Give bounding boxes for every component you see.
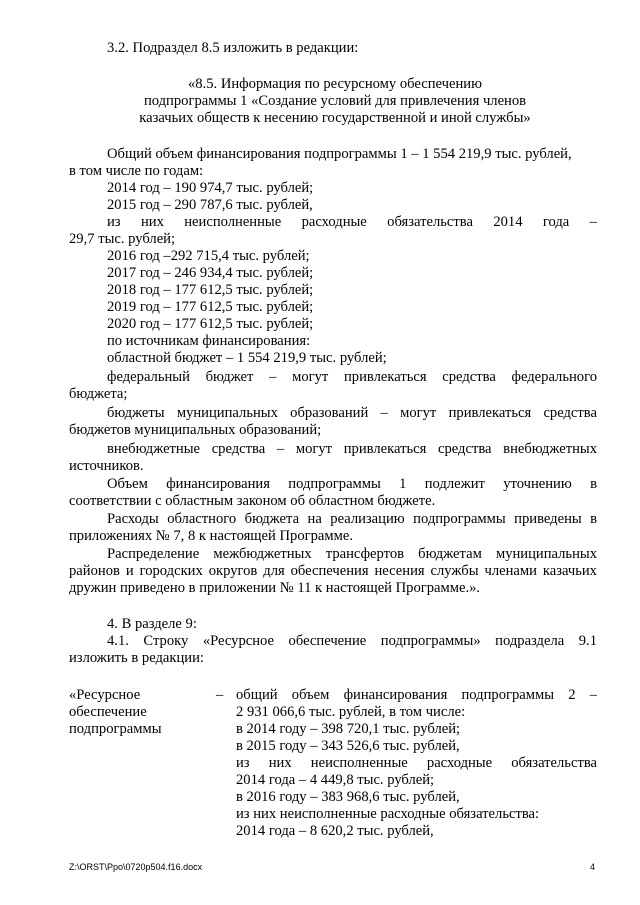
distribution-cont: дружин приведено в приложении № 11 к настоящей Программе.».: [69, 580, 481, 596]
expenses-line: Расходы областного бюджета на реализацию подпрограммы приведены в: [107, 511, 597, 527]
section-4: 4. В разделе 9:: [107, 616, 197, 632]
section-3-2: 3.2. Подраздел 8.5 изложить в редакции:: [107, 40, 359, 56]
unfulfilled-line: из них неисполненные расходные обязательства 2014 года –: [107, 214, 597, 230]
year-2015: 2015 год – 290 787,6 тыс. рублей,: [107, 197, 313, 213]
federal-cont: бюджета;: [69, 386, 128, 402]
table-left-line-3: подпрограммы: [69, 721, 162, 737]
table-right-line-7: в 2016 году – 383 968,6 тыс. рублей,: [236, 789, 460, 805]
table-left-line-1: «Ресурсное: [69, 687, 141, 703]
table-left-line-2: обеспечение: [69, 704, 147, 720]
extrabudget-line: внебюджетные средства – могут привлекаться средства внебюджетных: [107, 441, 597, 457]
distribution-line-1: Распределение межбюджетных трансфертов бюджетам муниципальных: [107, 546, 597, 562]
table-right-line-1: общий объем финансирования подпрограммы 2 –: [236, 687, 597, 703]
distribution-line-2: районов и городских округов для обеспечения несения службы членами казачьих: [69, 563, 597, 579]
year-2016: 2016 год –292 715,4 тыс. рублей;: [107, 248, 310, 264]
section-4-1-line: 4.1. Строку «Ресурсное обеспечение подпрограммы» подраздела 9.1: [107, 633, 597, 649]
table-right-line-3: в 2014 году – 398 720,1 тыс. рублей;: [236, 721, 461, 737]
regional-budget: областной бюджет – 1 554 219,9 тыс. рублей;: [107, 350, 387, 366]
volume-cont: соответствии с областным законом об областном бюджете.: [69, 493, 436, 509]
heading-line-3: казачьих обществ к несению государственной и иной службы»: [139, 110, 531, 126]
volume-line: Объем финансирования подпрограммы 1 подлежит уточнению в: [107, 476, 597, 492]
page-number: 4: [590, 862, 596, 872]
table-right-line-5: из них неисполненные расходные обязательства: [236, 755, 597, 771]
heading-line-2: подпрограммы 1 «Создание условий для привлечения членов: [143, 93, 527, 109]
table-right-line-6: 2014 года – 4 449,8 тыс. рублей;: [236, 772, 435, 788]
table-right-line-4: в 2015 году – 343 526,6 тыс. рублей,: [236, 738, 460, 754]
table-right-line-2: 2 931 066,6 тыс. рублей, в том числе:: [236, 704, 466, 720]
year-2018: 2018 год – 177 612,5 тыс. рублей;: [107, 282, 314, 298]
municipal-line: бюджеты муниципальных образований – могут привлекаться средства: [107, 405, 597, 421]
expenses-cont: приложениях № 7, 8 к настоящей Программе.: [69, 528, 353, 544]
federal-line: федеральный бюджет – могут привлекаться средства федерального: [107, 369, 597, 385]
year-2017: 2017 год – 246 934,4 тыс. рублей;: [107, 265, 314, 281]
footer-file-path: Z:\ORST\Ppo\0720p504.f16.docx: [69, 862, 203, 872]
year-2020: 2020 год – 177 612,5 тыс. рублей;: [107, 316, 314, 332]
municipal-cont: бюджетов муниципальных образований;: [69, 422, 322, 438]
heading-line-1: «8.5. Информация по ресурсному обеспечению: [188, 76, 482, 92]
finance-intro-line-2: в том числе по годам:: [69, 163, 204, 179]
table-dash: –: [216, 687, 224, 703]
section-4-1-cont: изложить в редакции:: [69, 650, 204, 666]
year-2014: 2014 год – 190 974,7 тыс. рублей;: [107, 180, 314, 196]
table-right-line-8: из них неисполненные расходные обязательства:: [236, 806, 540, 822]
year-2019: 2019 год – 177 612,5 тыс. рублей;: [107, 299, 314, 315]
by-sources: по источникам финансирования:: [107, 333, 311, 349]
finance-intro-line-1: Общий объем финансирования подпрограммы 1 – 1 554 219,9 тыс. рублей,: [107, 146, 572, 162]
extrabudget-cont: источников.: [69, 458, 144, 474]
unfulfilled-cont: 29,7 тыс. рублей;: [69, 231, 176, 247]
table-right-line-9: 2014 года – 8 620,2 тыс. рублей,: [236, 823, 434, 839]
